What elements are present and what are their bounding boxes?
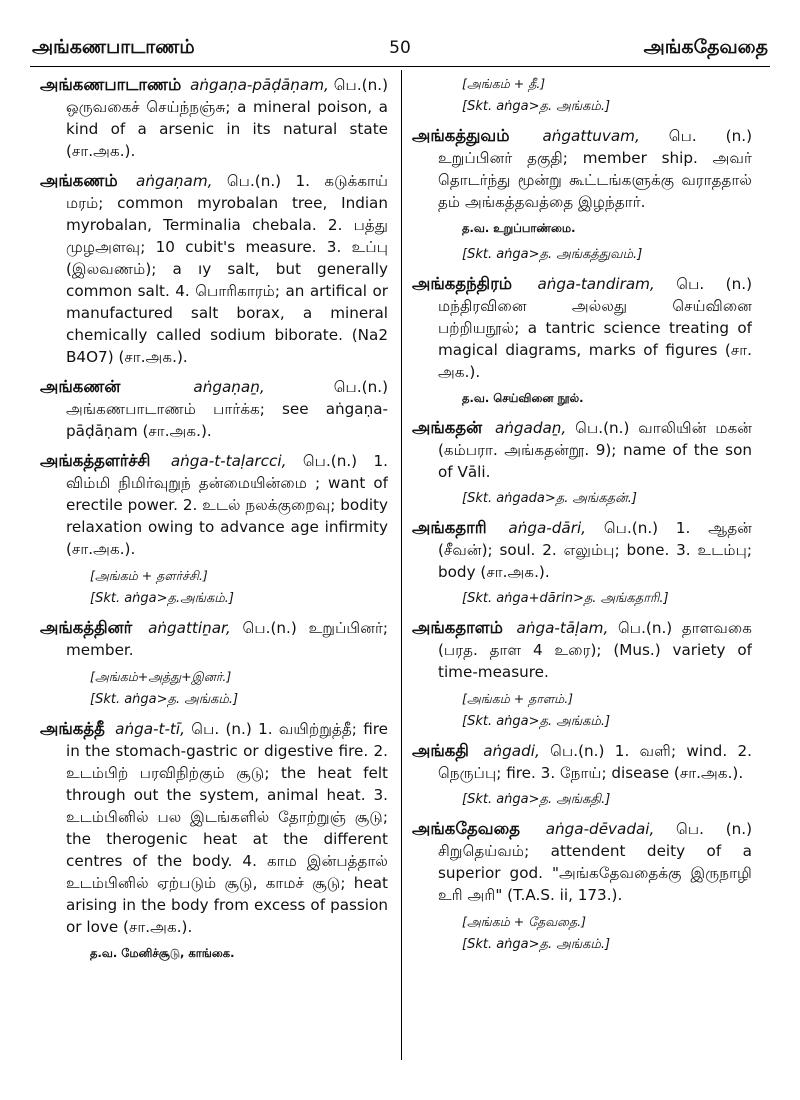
page-header	[32, 28, 768, 62]
sanskrit-origin: [Skt. aṅga>த. அங்கம்.]	[462, 99, 611, 114]
definition: பெ. (n.) 1. வயிற்றுத்தீ; fire in the stomach-gastric or digestive fire. 2. உடம்பிற் பரவிநிற்கும் சூடு; the heat felt through out the system, animal heat. 3. உடம்பினில் பல இடங்களில் தோற்றுஞ் சூடு; the therogenic heat at the different centres of the body. 4. காம இன்பத்தால் உடம்பினில் ஏற்படும் சூடு, காமச் சூடு; heat arising in the body from excess of passion or love (சா.அக.).	[66, 720, 388, 936]
headword: அங்கதாளம்	[412, 618, 503, 637]
transliteration: aṅga-dēvadai,	[545, 820, 655, 838]
definition: பெ.(n.) உறுப்பினர்; member.	[66, 619, 388, 659]
sanskrit-origin: [Skt. aṅga>த. அங்கம்.]	[462, 937, 611, 952]
etymology-note: [அங்கம்+அத்து+இனர்.]	[90, 669, 232, 684]
page-number: 50	[389, 38, 411, 58]
definition: பெ.(n.) 1. வளி; wind. 2. நெருப்பு; fire. 3. நோய்; disease (சா.அக.).	[438, 742, 752, 782]
etymology-note: [அங்கம் + தாளம்.]	[462, 691, 574, 706]
right-column	[412, 74, 752, 1064]
transliteration: aṅga-t-tī,	[115, 720, 185, 738]
dictionary-entry	[40, 170, 388, 368]
transliteration: aṅga-tāḷam,	[516, 619, 609, 637]
tamil-equivalent: த.வ. மேனிச்சூடு, காங்கை.	[90, 946, 235, 960]
transliteration: aṅgattuvam,	[542, 127, 640, 145]
etymology-note: [அங்கம் + தேவதை.]	[462, 914, 586, 929]
definition: பெ.(n.) 1. ஆதன் (சீவன்); soul. 2. எலும்பு; bone. 3. உடம்பு; body (சா.அக.).	[438, 519, 752, 581]
transliteration: aṅgaṇaṉ,	[193, 378, 265, 396]
tamil-equivalent: த.வ. செய்வினை நூல்.	[462, 391, 584, 405]
transliteration: aṅgaṇam,	[136, 172, 213, 190]
header-right-guideword: அங்கதேவதை	[643, 36, 768, 58]
headword: அங்கதந்திரம்	[412, 274, 512, 293]
headword: அங்கணபாடாணம்	[40, 75, 182, 94]
definition: பெ.(n.) வாலியின் மகன் (கம்பரா. அங்கதன்றூ. 9); name of the son of Vāli.	[438, 419, 752, 481]
dictionary-entry	[412, 740, 752, 784]
sanskrit-origin: [Skt. aṅga>த. அங்கதி.]	[462, 792, 611, 807]
dictionary-entry	[40, 74, 388, 162]
transliteration: aṅga-t-taḷarcci,	[170, 452, 287, 470]
headword: அங்கதாரி	[412, 518, 487, 537]
sanskrit-origin: [Skt. aṅgada>த. அங்கதன்.]	[462, 491, 637, 506]
headword: அங்கத்துவம்	[412, 126, 510, 145]
definition: பெ.(n.) 1. விம்மி நிமிர்வுறுந் தன்மையின்மை ; want of erectile power. 2. உடல் நலக்குறைவு; bodity relaxation owing to advance age infirmity (சா.அக.).	[66, 452, 388, 558]
headword: அங்கதன்	[412, 418, 483, 437]
definition: பெ.(n.) அங்கணபாடாணம் பார்க்க; see aṅgaṇa-pāḍāṇam (சா.அக.).	[66, 378, 388, 440]
sanskrit-origin: [Skt. aṅga>த. அங்கம்.]	[90, 692, 239, 707]
headword: அங்கத்தினர்	[40, 618, 133, 637]
transliteration: aṅgadaṉ,	[494, 419, 567, 437]
definition: பெ. (n.) உறுப்பினர் தகுதி; member ship. அவர் தொடர்ந்து மூன்று கூட்டங்களுக்கு வராததால் தம் அங்கத்தவத்தை இழந்தார்.	[438, 127, 752, 211]
definition: பெ.(n.) தாளவகை (பரத. தாள 4 உரை); (Mus.) variety of time-measure.	[438, 619, 752, 681]
headword: அங்கதேவதை	[412, 819, 520, 838]
transliteration: aṅgattiṉar,	[148, 619, 231, 637]
headword: அங்கணம்	[40, 171, 118, 190]
tamil-equivalent: த.வ. உறுப்பாண்மை.	[462, 221, 576, 235]
etymology-note: [அங்கம் + தீ.]	[462, 76, 546, 91]
sanskrit-origin: [Skt. aṅga>த.அங்கம்.]	[90, 591, 234, 606]
definition: பெ.(n.) 1. கடுக்காய் மரம்; common myrobalan tree, Indian myrobalan, Terminalia chebala. 2. பத்து முழஅளவு; 10 cubit's measure. 3. உப்பு (இலவணம்); a ıy salt, but generally common salt. 4. பொரிகாரம்; an artifical or manufactured salt borax, a mineral chemically called sodium biborate. (Na2 B4O7) (சா.அக.).	[66, 172, 388, 366]
definition: பெ. (n.) மந்திரவினை அல்லது செய்வினை பற்றியநூல்; a tantric science treating of magical diagrams, marks of figures (சா. அக.).	[438, 275, 752, 381]
headword: அங்கணன்	[40, 377, 121, 396]
sanskrit-origin: [Skt. aṅga>த. அங்கத்துவம்.]	[462, 247, 643, 262]
left-column	[40, 74, 388, 1064]
definition: பெ. (n.) சிறுதெய்வம்; attendent deity of a superior god. "அங்கதேவதைக்கு இருநாழி உரி அரி" (T.A.S. ii, 173.).	[438, 820, 752, 904]
headword: அங்கதி	[412, 741, 469, 760]
transliteration: aṅga-tandiram,	[537, 275, 655, 293]
headword: அங்கத்தளர்ச்சி	[40, 451, 151, 470]
dictionary-entry	[412, 617, 752, 683]
headword: அங்கத்தீ	[40, 719, 105, 738]
sanskrit-origin: [Skt. aṅga>த. அங்கம்.]	[462, 714, 611, 729]
dictionary-entry	[40, 376, 388, 442]
header-left-guideword: அங்கணபாடாணம்	[32, 36, 195, 58]
transliteration: aṅgaṇa-pāḍāṇam,	[190, 76, 329, 94]
column-divider	[401, 70, 402, 1060]
dictionary-entry	[412, 417, 752, 483]
dictionary-entry	[412, 517, 752, 583]
transliteration: aṅgadi,	[483, 742, 540, 760]
dictionary-entry	[412, 273, 752, 383]
dictionary-entry	[40, 450, 388, 560]
dictionary-entry	[412, 125, 752, 213]
sanskrit-origin: [Skt. aṅga+dārin>த. அங்கதாரி.]	[462, 591, 669, 606]
dictionary-entry	[40, 617, 388, 661]
dictionary-entry	[412, 818, 752, 906]
dictionary-entry	[40, 718, 388, 938]
etymology-note: [அங்கம் + தளர்ச்சி.]	[90, 568, 208, 583]
transliteration: aṅga-dāri,	[508, 519, 587, 537]
header-rule	[30, 66, 770, 67]
definition: பெ.(n.) ஒருவகைச் செய்ந்நஞ்சு; a mineral poison, a kind of a arsenic in its natural state (சா.அக.).	[66, 76, 388, 160]
